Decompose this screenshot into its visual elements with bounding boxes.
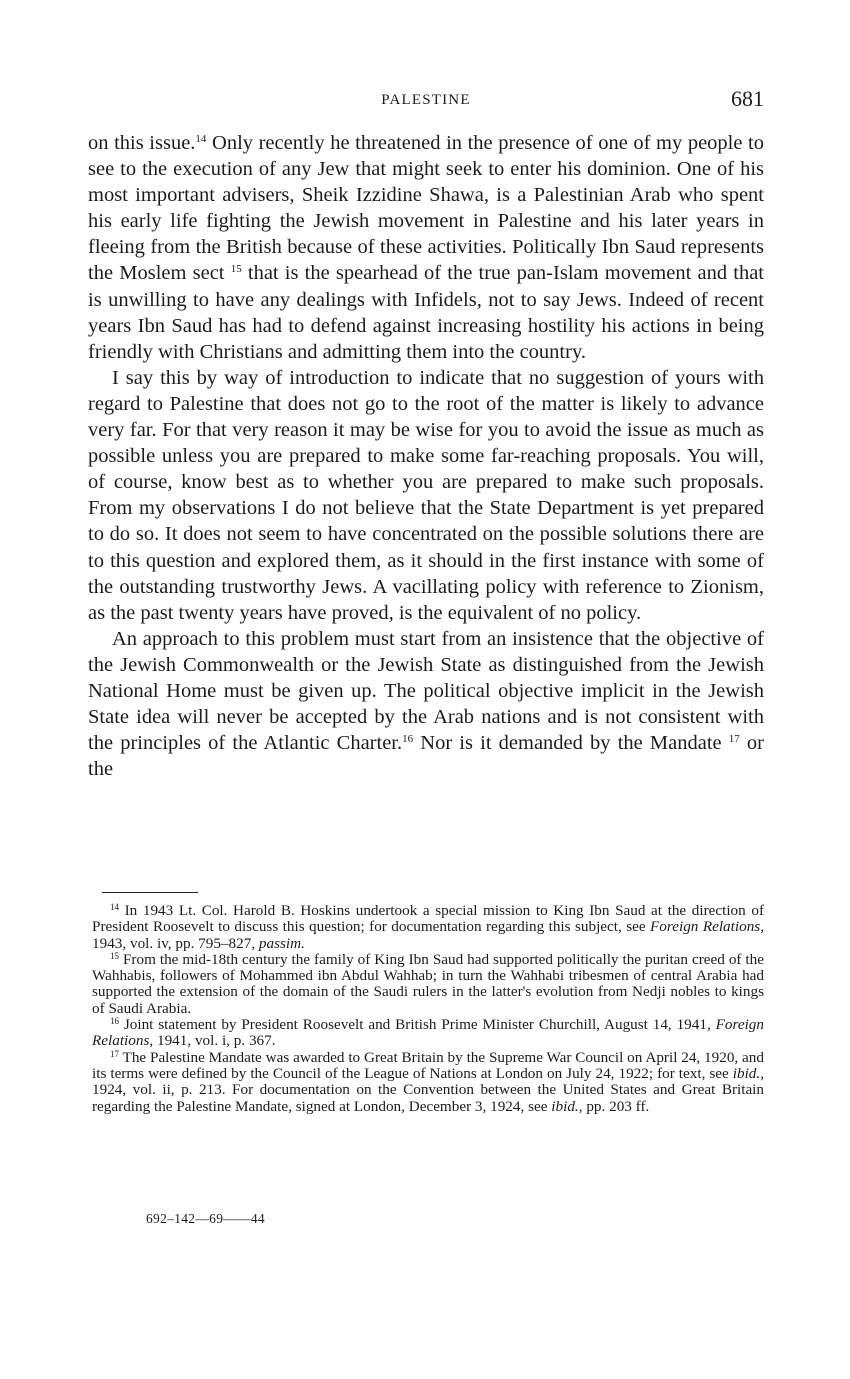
footnote-divider bbox=[102, 892, 198, 893]
footnote-15: $^{15}$ From the mid-18th century the family of King Ibn Saud had supported politically the puritan creed of the Wahhabis, followers of Mohammed ibn Abdul Wahhab; in turn the Wahhabi tribesmen of central Arabia had supported the extension of the domain of the Saudi rulers in the latter's evolution from Nedji nobles to kings of Saudi Arabia. bbox=[92, 950, 764, 1017]
running-head: PALESTINE bbox=[381, 92, 471, 108]
footnotes bbox=[92, 903, 764, 1115]
footnote-16: $^{16}$ Joint statement by President Roosevelt and British Prime Minister Churchill, August 14, 1941, Foreign Relations, 1941, vol. i, p. 367. bbox=[92, 1016, 764, 1050]
printer-code: 692–142—69——44 bbox=[146, 1211, 265, 1226]
page-header bbox=[88, 86, 764, 116]
paragraph-1: on this issue.$^{14}$ Only recently he threatened in the presence of one of my people to see to the execution of any Jew that might seek to enter his dominion. One of his most important advisers, Sheik Izzidine Shawa, is a Palestinian Arab who spent his early life fighting the Jewish movement in Palestine and his later years in fleeing from the British because of these activities. Politically Ibn Saud represents the Moslem sect $^{15}$ that is the spearhead of the true pan-Islam movement and that is unwilling to have any dealings with Infidels, not to say Jews. Indeed of recent years Ibn Saud has had to defend against increasing hostility his actions in being friendly with Christians and admitting them into the country. bbox=[88, 132, 764, 363]
footnote-ref-15: 15 bbox=[230, 263, 242, 276]
body-text bbox=[88, 130, 764, 782]
footnote-ref-14: 14 bbox=[195, 133, 207, 145]
paragraph-2: I say this by way of introduction to indicate that no suggestion of yours with regard to Palestine that does not go to the root of the matter is likely to advance very far. For that very reason it may be wise for you to avoid the issue as much as possible unless you are prepared to make some far-reaching proposals. You will, of course, know best as to whether you are prepared to make such proposals. From my observations I do not believe that the State Department is yet prepared to do so. It does not seem to have concentrated on the possible solutions there are to this question and explored them, as it should in the first instance with some of the outstanding trustworthy Jews. A vacillating policy with reference to Zionism, as the past twenty years have proved, is the equivalent of no policy. bbox=[88, 366, 764, 624]
page-number: 681 bbox=[731, 86, 764, 111]
footnote-ref-16: 16 bbox=[402, 733, 414, 746]
paragraph-3: An approach to this problem must start from an insistence that the objective of the Jewish Commonwealth or the Jewish State as distinguished from the Jewish National Home must be given up. The political objective implicit in the Jewish State idea will never be accepted by the Arab nations and is not consistent with the principles of the Atlantic Charter.$^{16}$ Nor is it demanded by the Mandate $^{17}$ or the bbox=[88, 627, 765, 781]
footnote-17: $^{17}$ The Palestine Mandate was awarded to Great Britain by the Supreme War Council on April 24, 1920, and its terms were defined by the Council of the League of Nations at London on July 24, 1922; for text, see ibid., 1924, vol. ii, p. 213. For documentation on the Convention between the United States and Great Britain regarding the Palestine Mandate, signed at London, December 3, 1924, see ibid., pp. 203 ff. bbox=[92, 1048, 764, 1115]
footnote-ref-17: 17 bbox=[728, 733, 740, 746]
footnote-14: $^{14}$ In 1943 Lt. Col. Harold B. Hoskins undertook a special mission to King Ibn Saud at the direction of President Roosevelt to discuss this question; for documentation regarding this subject, see Foreign Relations, 1943, vol. iv, pp. 795–827, passim. bbox=[92, 902, 764, 952]
